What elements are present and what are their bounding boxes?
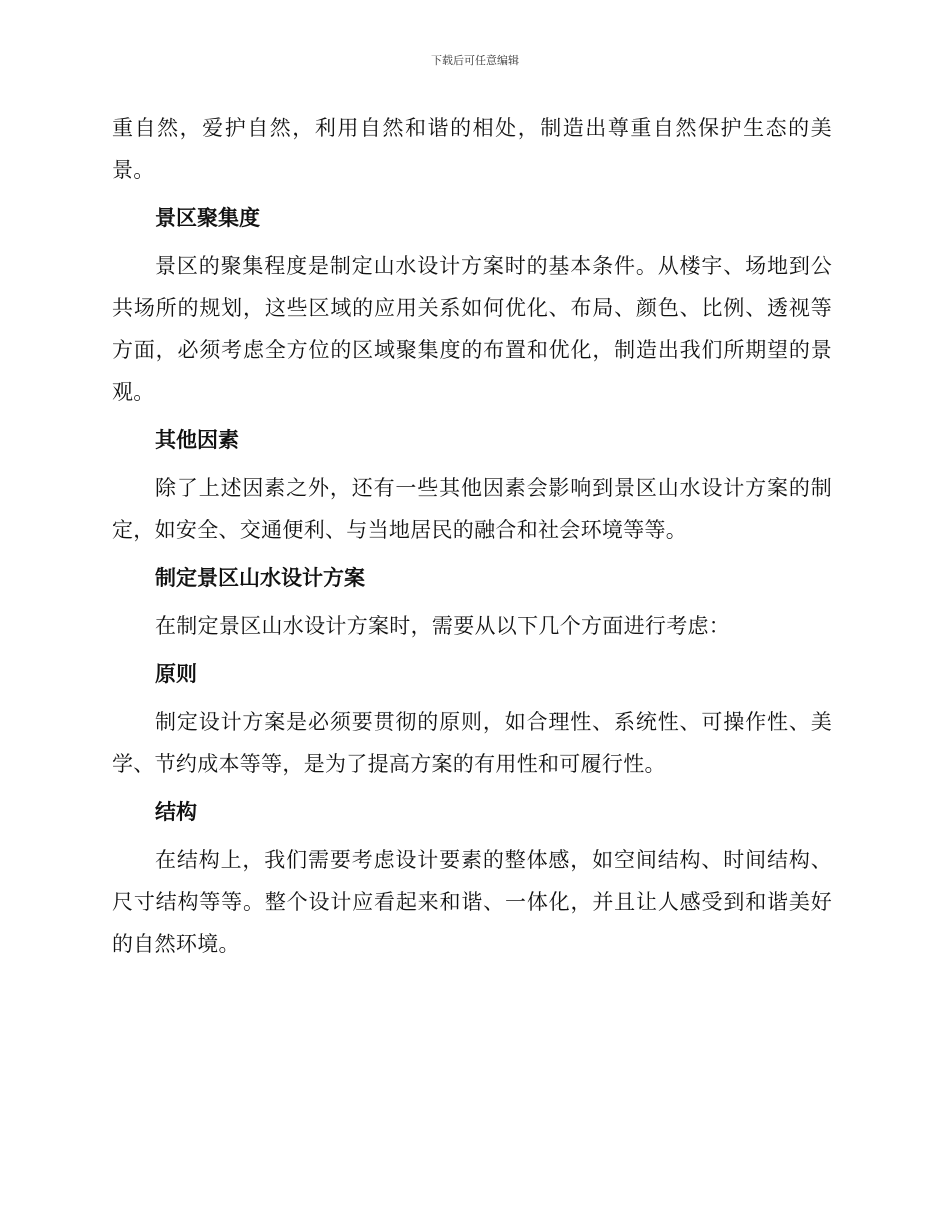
paragraph-principles: 制定设计方案是必须要贯彻的原则，如合理性、系统性、可操作性、美学、节约成本等等，是为了提高方案的有用性和可履行性。 — [112, 710, 832, 776]
section-heading-structure: 结构 — [155, 800, 197, 824]
paragraph-structure: 在结构上，我们需要考虑设计要素的整体感，如空间结构、时间结构、尺寸结构等等。整个设计应看起来和谐、一体化，并且让人感受到和谐美好的自然环境。 — [112, 848, 832, 956]
paragraph-intro-continuation: 重自然，爱护自然，利用自然和谐的相处，制造出尊重自然保护生态的美景。 — [112, 116, 832, 182]
paragraph-design-plan: 在制定景区山水设计方案时，需要从以下几个方面进行考虑： — [155, 614, 731, 638]
section-heading-design-plan: 制定景区山水设计方案 — [155, 566, 365, 590]
page-header: 下载后可任意编辑 — [431, 54, 519, 67]
section-heading-other-factors: 其他因素 — [155, 428, 239, 452]
paragraph-scenic-density: 景区的聚集程度是制定山水设计方案时的基本条件。从楼宇、场地到公共场所的规划，这些区域的应用关系如何优化、布局、颜色、比例、透视等方面，必须考虑全方位的区域聚集度的布置和优化，制造出我们所期望的景观。 — [112, 254, 832, 404]
section-heading-principles: 原则 — [155, 662, 197, 686]
document-body — [112, 107, 832, 965]
section-heading-scenic-density: 景区聚集度 — [155, 206, 260, 230]
paragraph-other-factors: 除了上述因素之外，还有一些其他因素会影响到景区山水设计方案的制定，如安全、交通便利、与当地居民的融合和社会环境等等。 — [112, 476, 832, 542]
